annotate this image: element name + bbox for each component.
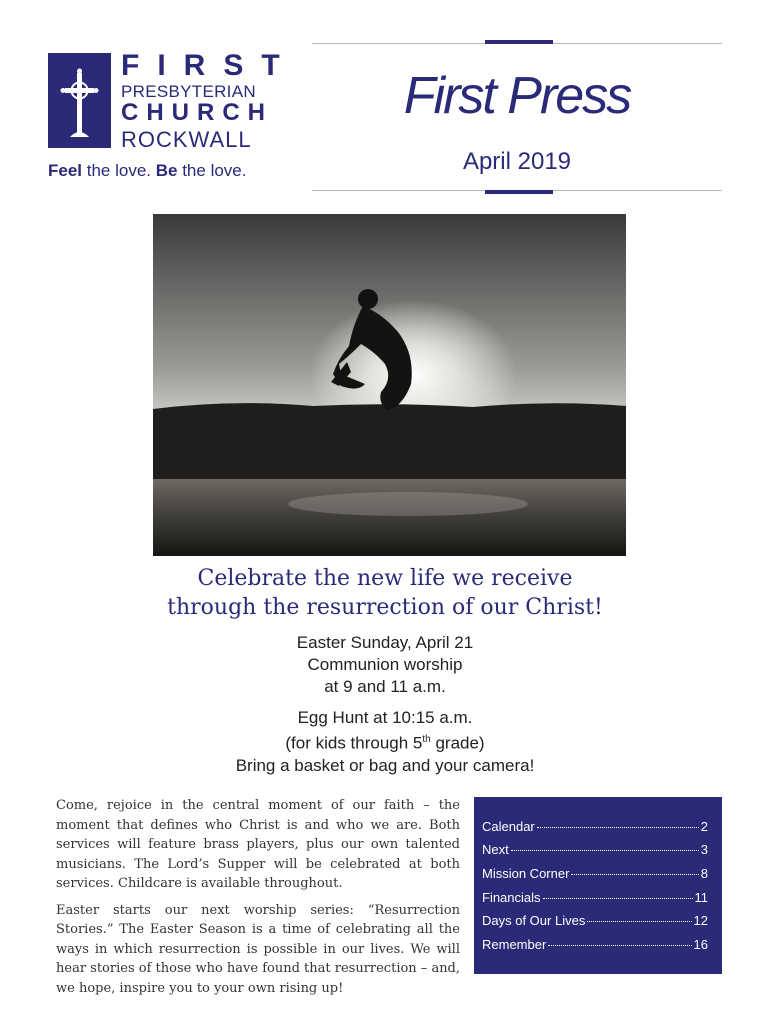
egg-hunt-info — [150, 707, 620, 777]
table-of-contents — [474, 797, 722, 974]
headline-line-1: Celebrate the new life we receive — [197, 566, 573, 591]
celtic-cross-icon — [48, 53, 111, 148]
easter-jump-photo — [153, 214, 626, 556]
easter-times: at 9 and 11 a.m. — [324, 677, 446, 696]
easter-service: Communion worship — [307, 655, 463, 674]
logo-rockwall: ROCKWALL — [121, 127, 252, 152]
masthead-top-accent — [485, 40, 553, 44]
egg-hunt-time: Egg Hunt at 10:15 a.m. — [297, 708, 473, 727]
easter-date: Easter Sunday, April 21 — [296, 633, 474, 652]
article-body — [56, 796, 460, 1005]
logo-first: FIRST — [121, 49, 298, 82]
paragraph-1: Come, rejoice in the central moment of our faith – the moment that defines who Christ is and who we are. Both services will feature brass players, plus our own talented musicians. The Lord’s Supper will be celebrated at both services. Childcare is available throughout. — [56, 798, 460, 891]
newsletter-title: First Press — [403, 67, 631, 125]
toc-item-calendar[interactable]: Calendar 2 — [482, 819, 708, 834]
egg-hunt-note: Bring a basket or bag and your camera! — [235, 755, 535, 775]
logo-mark — [48, 53, 111, 148]
toc-item-mission-corner[interactable]: Mission Corner 8 — [482, 866, 708, 881]
masthead-bottom-accent — [485, 190, 553, 194]
toc-item-remember[interactable]: Remember 16 — [482, 937, 708, 952]
toc-item-next[interactable]: Next 3 — [482, 842, 708, 857]
logo-church: CHURCH — [121, 99, 273, 126]
tagline: Feel the love. Be the love. — [48, 161, 247, 180]
headline-line-2: through the resurrection of our Christ! — [167, 595, 603, 620]
easter-headline — [100, 564, 670, 622]
issue-date: April 2019 — [462, 148, 572, 175]
easter-service-info — [150, 632, 620, 698]
logo-presbyterian: PRESBYTERIAN — [121, 82, 256, 101]
toc-item-financials[interactable]: Financials 11 — [482, 890, 708, 905]
egg-hunt-ages: (for kids through 5th grade) — [285, 733, 485, 753]
paragraph-2: Easter starts our next worship series: “Resurrection Stories.” The Easter Season is a time of celebrating all the ways in which resurrection is possible in our lives. We will hear stories of those who have found that resurrection – and, we hope, inspire you to your own rising up! — [56, 902, 461, 996]
toc-item-days-of-our-lives[interactable]: Days of Our Lives 12 — [482, 913, 708, 928]
church-logo — [48, 49, 308, 183]
